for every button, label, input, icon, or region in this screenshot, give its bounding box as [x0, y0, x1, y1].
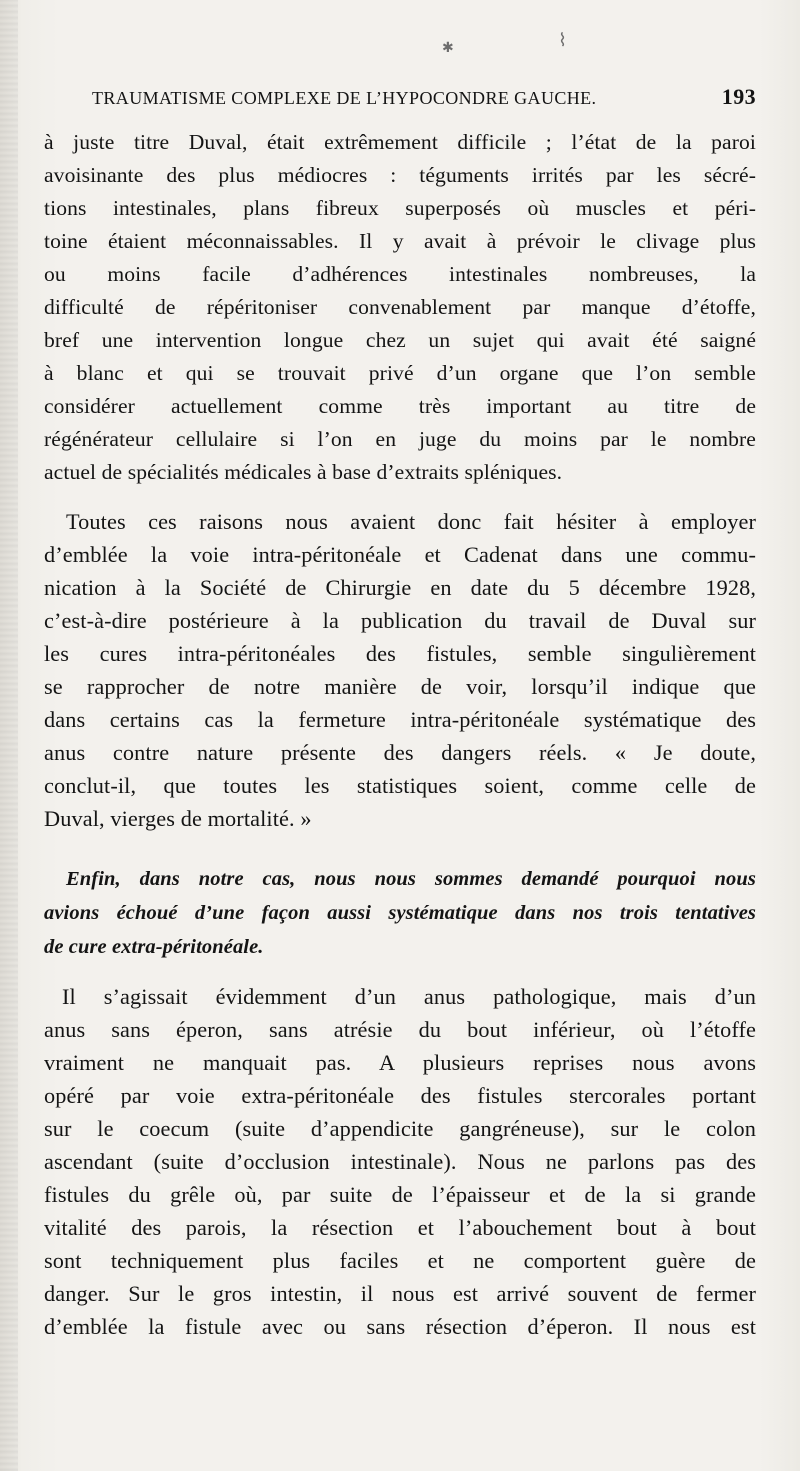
page-number: 193: [721, 84, 756, 109]
text-line: sont techniquement plus faciles et ne comportent guère de: [44, 1248, 756, 1273]
text-line: les cures intra-péritonéales des fistules, semble singulièrement: [44, 641, 756, 666]
paragraph-3-italic: [44, 862, 756, 964]
text-line: Duval, vierges de mortalité. »: [44, 806, 312, 831]
text-line: Il s’agissait évidemment d’un anus pathologique, mais d’un: [62, 984, 756, 1009]
paragraph-2: [44, 505, 756, 835]
text-line: de cure extra-péritonéale.: [44, 936, 264, 958]
text-line: Enfin, dans notre cas, nous nous sommes demandé pourquoi nous: [66, 868, 756, 890]
text-line: difficulté de répéritoniser convenablement par manque d’étoffe,: [44, 295, 756, 319]
text-line: Toutes ces raisons nous avaient donc fait hésiter à employer: [66, 509, 756, 534]
text-line: régénérateur cellulaire si l’on en juge du moins par le nombre: [44, 427, 756, 451]
text-line: opéré par voie extra-péritonéale des fistules stercorales portant: [44, 1083, 756, 1108]
text-line: actuel de spécialités médicales à base d’extraits spléniques.: [44, 460, 563, 484]
text-line: avoisinante des plus médiocres : téguments irrités par les sécré-: [44, 163, 756, 187]
text-line: avions échoué d’une façon aussi systématique dans nos trois tentatives: [44, 902, 756, 924]
text-line: dans certains cas la fermeture intra-péritonéale systématique des: [44, 707, 756, 732]
text-line: à juste titre Duval, était extrêmement difficile ; l’état de la paroi: [44, 130, 756, 154]
text-line: conclut-il, que toutes les statistiques soient, comme celle de: [44, 773, 756, 798]
header-title: TRAUMATISME COMPLEXE DE L’HYPOCONDRE GAUCHE.: [92, 88, 597, 108]
paragraph-4: [44, 980, 756, 1343]
text-line: anus contre nature présente des dangers réels. « Je doute,: [44, 740, 756, 765]
text-line: considérer actuellement comme très important au titre de: [44, 394, 756, 418]
text-line: anus sans éperon, sans atrésie du bout inférieur, où l’étoffe: [44, 1017, 756, 1042]
text-line: vitalité des parois, la résection et l’abouchement bout à bout: [44, 1215, 756, 1240]
text-line: bref une intervention longue chez un sujet qui avait été saigné: [44, 328, 756, 352]
text-line: ou moins facile d’adhérences intestinales nombreuses, la: [44, 262, 756, 286]
text-line: nication à la Société de Chirurgie en date du 5 décembre 1928,: [44, 575, 756, 600]
text-line: c’est-à-dire postérieure à la publication du travail de Duval sur: [44, 608, 756, 633]
text-line: d’emblée la fistule avec ou sans résection d’éperon. Il nous est: [44, 1314, 756, 1339]
running-header: [92, 84, 762, 114]
text-line: danger. Sur le gros intestin, il nous est arrivé souvent de fermer: [44, 1281, 756, 1306]
paragraph-1: [44, 126, 756, 489]
print-speck: ✱: [442, 40, 454, 56]
text-line: d’emblée la voie intra-péritonéale et Cadenat dans une commu-: [44, 542, 756, 567]
print-speck: ⌇: [558, 30, 567, 51]
page-gutter-shadow: [0, 0, 18, 1471]
text-line: à blanc et qui se trouvait privé d’un organe que l’on semble: [44, 361, 756, 385]
text-line: se rapprocher de notre manière de voir, lorsqu’il indique que: [44, 674, 756, 699]
text-line: sur le coecum (suite d’appendicite gangréneuse), sur le colon: [44, 1116, 756, 1141]
text-line: fistules du grêle où, par suite de l’épaisseur et de la si grande: [44, 1182, 756, 1207]
text-line: ascendant (suite d’occlusion intestinale). Nous ne parlons pas des: [44, 1149, 756, 1174]
text-line: tions intestinales, plans fibreux superposés où muscles et péri-: [44, 196, 756, 220]
text-line: toine étaient méconnaissables. Il y avait à prévoir le clivage plus: [44, 229, 756, 253]
text-line: vraiment ne manquait pas. A plusieurs reprises nous avons: [44, 1050, 756, 1075]
